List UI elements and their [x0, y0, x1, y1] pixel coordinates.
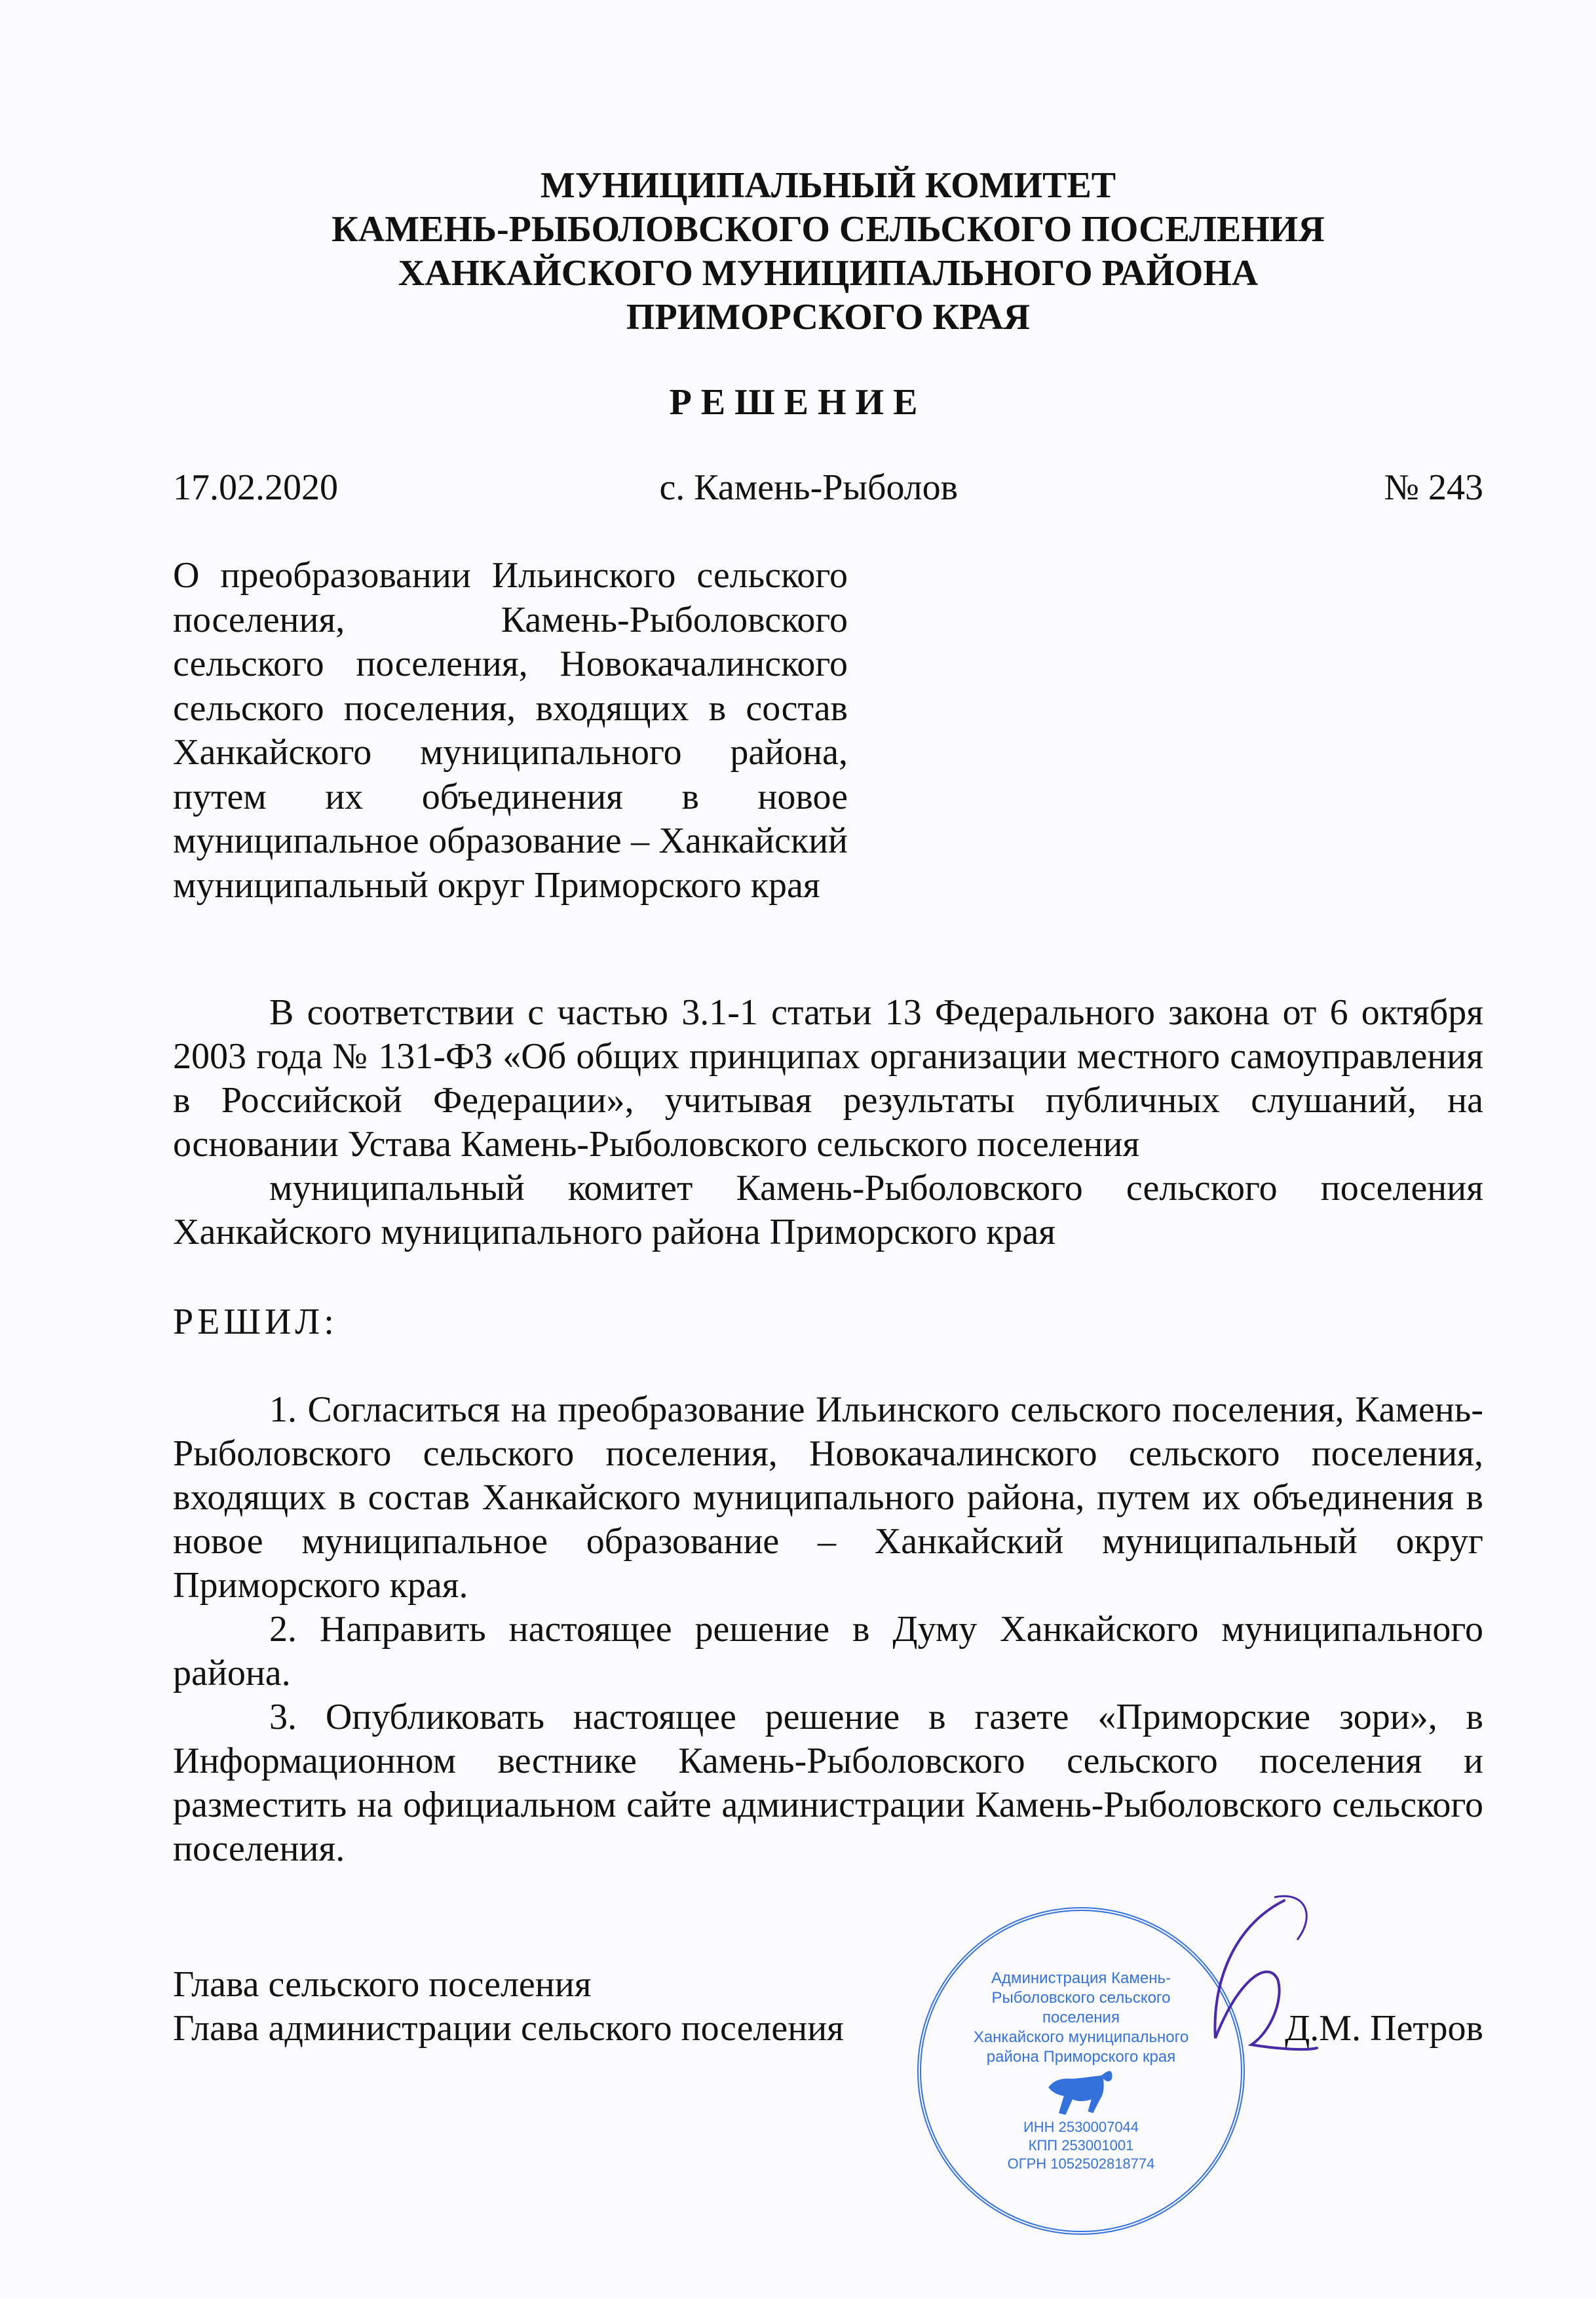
header-line: ХАНКАЙСКОГО МУНИЦИПАЛЬНОГО РАЙОНА: [398, 253, 1259, 294]
preamble-paragraph: муниципальный комитет Камень-Рыболовского сельского поселения Ханкайского муниципального района Приморского края: [173, 1168, 1483, 1252]
header-line: МУНИЦИПАЛЬНЫЙ КОМИТЕТ: [540, 165, 1116, 206]
signatory-title: Глава сельского поселения: [173, 1964, 592, 2005]
document-meta: [173, 467, 1483, 509]
document-type: РЕШЕНИЕ: [669, 382, 927, 423]
stamp-kpp: КПП 253001001: [1028, 2137, 1134, 2154]
handwritten-signature: [1153, 1887, 1323, 2058]
decision-items: [173, 1388, 1483, 1871]
tiger-emblem-icon: [1045, 2070, 1117, 2115]
stamp-inner-text: Ханкайского муниципального района Приморского края: [973, 2028, 1189, 2066]
stamp-outer-text: Администрация Камень-Рыболовского сельского поселения: [991, 1969, 1171, 2026]
header-line: КАМЕНЬ-РЫБОЛОВСКОГО СЕЛЬСКОГО ПОСЕЛЕНИЯ: [332, 209, 1325, 250]
decision-item: 2. Направить настоящее решение в Думу Ханкайского муниципального района.: [173, 1609, 1483, 1693]
decision-item: 1. Согласиться на преобразование Ильинского сельского поселения, Камень-Рыболовского сельского поселения, Новокачалинского сельского поселения, входящих в состав Ханкайского муниципального района, путем их объединения в новое муниципальное образование – Ханкайский муниципальный округ Приморского края.: [173, 1389, 1483, 1606]
signatory-title: Глава администрации сельского поселения: [173, 2008, 844, 2049]
document-date: 17.02.2020: [173, 467, 338, 508]
preamble: [173, 991, 1483, 1254]
header-line: ПРИМОРСКОГО КРАЯ: [626, 297, 1031, 338]
stamp-ogrn: ОГРН 1052502818774: [1007, 2155, 1155, 2172]
document-number: № 243: [1384, 467, 1483, 508]
signatory-name: Д.М. Петров: [1285, 2008, 1483, 2049]
document-header: [173, 164, 1483, 339]
decision-item: 3. Опубликовать настоящее решение в газете «Приморские зори», в Информационном вестнике Камень-Рыболовского сельского поселения и разместить на официальном сайте администрации Камень-Рыболовского сельского поселения.: [173, 1697, 1483, 1869]
decided-label: РЕШИЛ:: [173, 1302, 338, 1342]
document-place: с. Камень-Рыболов: [659, 467, 959, 508]
stamp-inn: ИНН 2530007044: [1023, 2119, 1139, 2135]
document-subject: О преобразовании Ильинского сельского поселения, Камень-Рыболовского сельского поселения, Новокачалинского сельского поселения, входящих в состав Ханкайского муниципального района, путем их объединения в новое муниципальное образование – Ханкайский муниципальный округ Приморского края: [173, 555, 848, 906]
preamble-paragraph: В соответствии с частью 3.1-1 статьи 13 Федерального закона от 6 октября 2003 года № 131-ФЗ «Об общих принципах организации местного самоуправления в Российской Федерации», учитывая результаты публичных слушаний, на основании Устава Камень-Рыболовского сельского поселения: [173, 992, 1483, 1165]
